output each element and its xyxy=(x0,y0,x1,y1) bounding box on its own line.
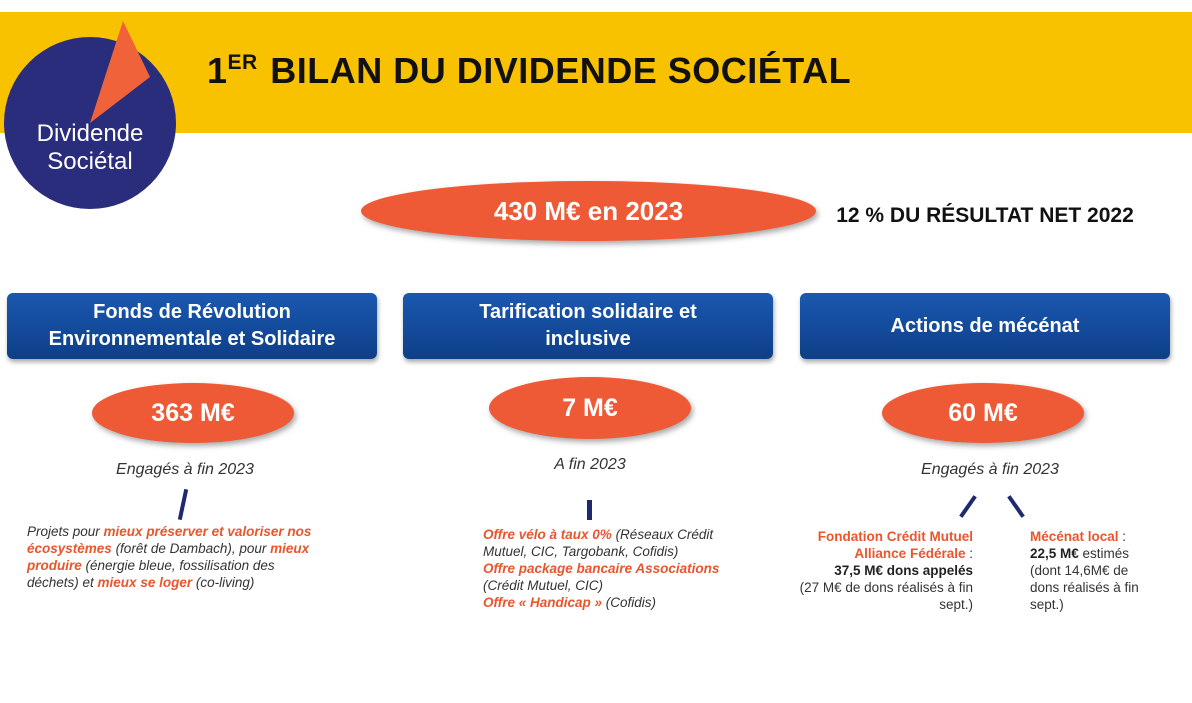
local-patronage-note: Mécénat local : 22,5 M€ estimés (dont 14,6M€ de dons réalisés à fin sept.) xyxy=(1030,529,1139,612)
fund-heading-text: Fonds de Révolution Environnementale et Solidaire xyxy=(48,301,336,350)
logo-line-2: Sociétal xyxy=(47,148,133,175)
pricing-note: Offre vélo à taux 0% (Réseaux Crédit Mutuel, CIC, Targobank, Cofidis) Offre package bancaire Associations (Crédit Mutuel, CIC) Offre « Handicap » (Cofidis) xyxy=(483,527,720,610)
patronage-caption: Engagés à fin 2023 xyxy=(921,461,1059,478)
total-amount: 430 M€ en 2023 xyxy=(493,195,684,226)
patronage-amount: 60 M€ xyxy=(948,398,1018,427)
title-rest: BILAN DU DIVIDENDE SOCIÉTAL xyxy=(270,50,852,91)
pricing-caption: A fin 2023 xyxy=(554,456,626,473)
page-title xyxy=(207,50,851,100)
pricing-amount: 7 M€ xyxy=(562,393,618,422)
dividende-societal-logo xyxy=(0,17,182,212)
pricing-connector xyxy=(587,500,592,520)
patronage-connector-right xyxy=(1007,495,1025,518)
patronage-heading xyxy=(800,293,1170,359)
result-share: 12 % DU RÉSULTAT NET 2022 xyxy=(836,204,1134,227)
title-prefix: 1 xyxy=(207,50,228,91)
title-superscript: ER xyxy=(227,51,258,74)
patronage-heading-text: Actions de mécénat xyxy=(890,314,1080,337)
total-amount-ellipse xyxy=(361,181,816,241)
patronage-amount-ellipse xyxy=(882,383,1084,443)
logo-line-1: Dividende xyxy=(36,120,144,147)
fund-amount: 363 M€ xyxy=(151,398,235,427)
patronage-connector-left xyxy=(959,495,977,518)
fund-caption: Engagés à fin 2023 xyxy=(116,461,254,478)
pricing-amount-ellipse xyxy=(489,377,691,439)
fund-connector xyxy=(178,489,188,520)
fund-heading xyxy=(7,293,377,359)
logo-graphic xyxy=(0,17,182,212)
pricing-heading-text: Tarification solidaire et inclusive xyxy=(479,301,697,350)
pricing-heading xyxy=(403,293,773,359)
foundation-note: Fondation Crédit Mutuel Alliance Fédérale : 37,5 M€ dons appelés (27 M€ de dons réalisés à fin sept.) xyxy=(799,529,973,612)
fund-note: Projets pour mieux préserver et valoriser nos écosystèmes (forêt de Dambach), pour mieux produire (énergie bleue, fossilisation des déchets) et mieux se loger (co-living) xyxy=(27,524,312,590)
fund-amount-ellipse xyxy=(92,383,294,443)
